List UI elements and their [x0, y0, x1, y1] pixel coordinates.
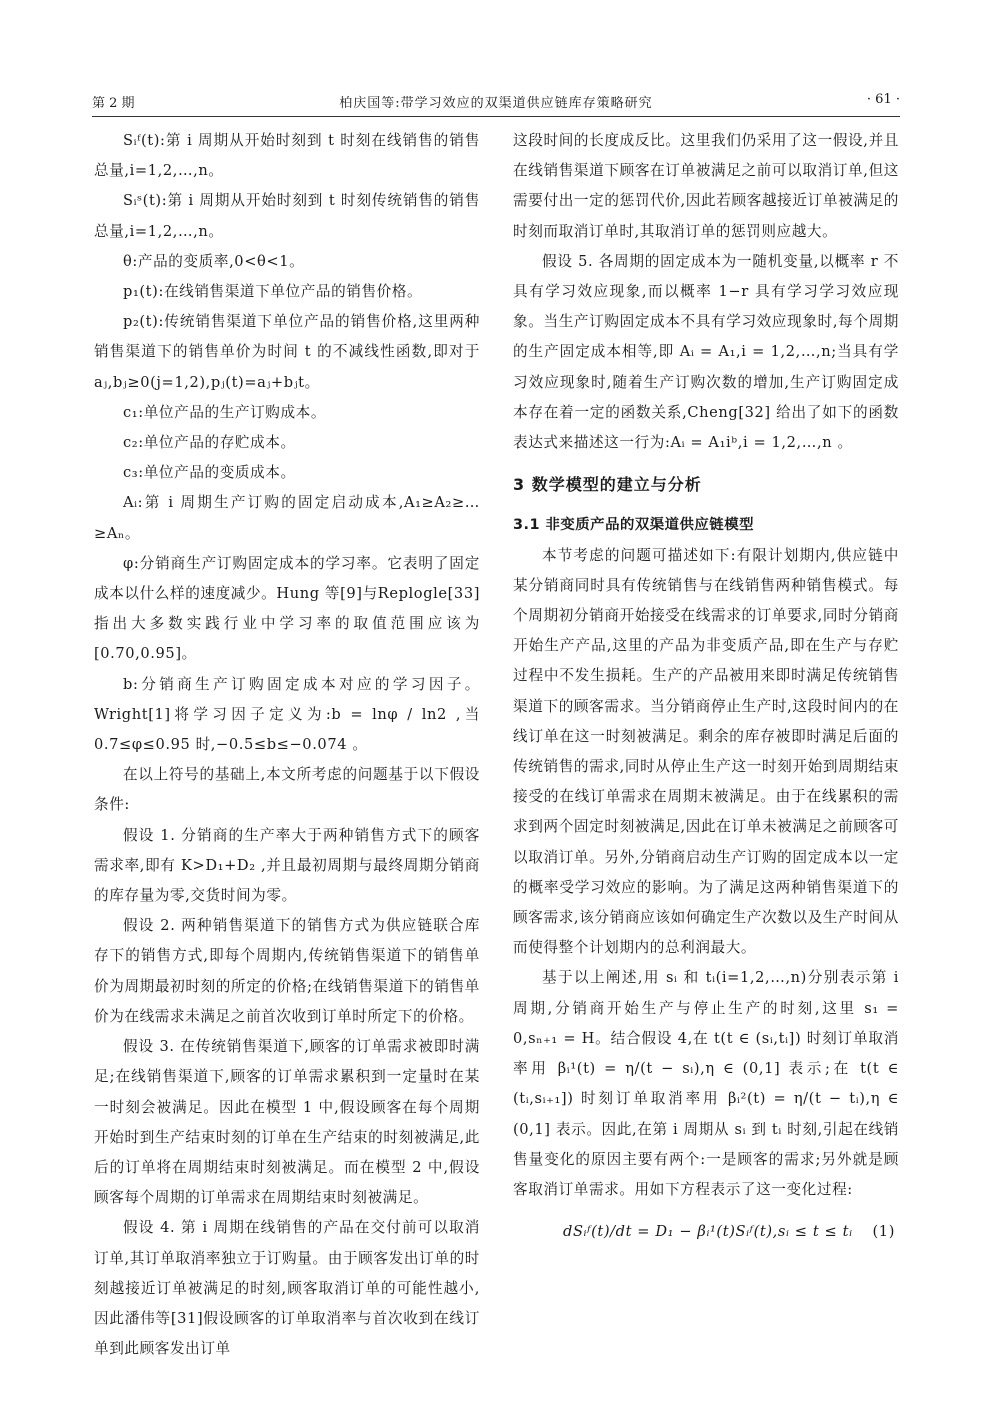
assumptions-intro: 在以上符号的基础上,本文所考虑的问题基于以下假设条件:: [94, 766, 480, 814]
assumption-3: 假设 3. 在传统销售渠道下,顾客的订单需求被即时满足;在线销售渠道下,顾客的订单需求累积到一定量时在某一时刻会被满足。因此在模型 1 中,假设顾客在每个周期开始时到生产结束时刻的订单在生产结束的时刻被满足,此后的订单将在周期结束时刻被满足。而在模型 2 中,假设顾客每个周期的订单需求在周期结束时刻被满足。: [94, 1038, 480, 1207]
definition-holding-cost: c₂:单位产品的存贮成本。: [123, 434, 296, 452]
equation-1: [513, 1211, 899, 1259]
definition-learning-factor: b:分销商生产订购固定成本对应的学习因子。Wright[1]将学习因子定义为:b = lnφ / ln2 ,当 0.7≤φ≤0.95 时,−0.5≤b≤−0.074 。: [94, 675, 480, 754]
definition-deterioration-rate: θ:产品的变质率,0<θ<1。: [123, 252, 305, 270]
section-heading: 3 数学模型的建立与分析: [513, 475, 702, 495]
equation-formula: dSᵢᶠ(t)/dt = D₁ − βᵢ¹(t)Sᵢᶠ(t),sᵢ ≤ t ≤ tᵢ: [563, 1223, 853, 1241]
left-column: [94, 126, 480, 1364]
definition-online-price: p₁(t):在线销售渠道下单位产品的销售价格。: [123, 283, 423, 301]
definition-deterioration-cost: c₃:单位产品的变质成本。: [123, 464, 296, 482]
equation-number: (1): [872, 1223, 895, 1241]
running-header: [92, 92, 900, 114]
assumption-4-continued: 这段时间的长度成反比。这里我们仍采用了这一假设,并且在线销售渠道下顾客在订单被满足之前可以取消订单,但这需要付出一定的惩罚代价,因此若顾客越接近订单被满足的时刻而取消订单时,其取消订单的惩罚则应越大。: [513, 132, 899, 240]
definition-online-sales: Sᵢᶠ(t):第 i 周期从开始时刻到 t 时刻在线销售的销售总量,i=1,2,…,n。: [94, 132, 480, 180]
assumption-2: 假设 2. 两种销售渠道下的销售方式为供应链联合库存下的销售方式,即每个周期内,传统销售渠道下的销售单价为周期最初时刻的所定的价格;在线销售渠道下的销售单价为在线需求未满足之前首次收到订单时所定下的价格。: [94, 917, 480, 1025]
page-number: · 61 ·: [866, 92, 900, 107]
header-rule: [92, 116, 900, 117]
assumption-4: 假设 4. 第 i 周期在线销售的产品在交付前可以取消订单,其订单取消率独立于订购量。由于顾客发出订单的时刻越接近订单被满足的时刻,顾客取消订单的可能性越小,因此潘伟等[31]假设顾客的订单取消率与首次收到在线订单到此顾客发出订单: [94, 1219, 480, 1358]
definition-traditional-sales: Sᵢˢ(t):第 i 周期从开始时刻到 t 时刻传统销售的销售总量,i=1,2,…,n。: [94, 192, 480, 240]
definition-setup-cost: Aᵢ:第 i 周期生产订购的固定启动成本,A₁≥A₂≥…≥Aₙ。: [94, 494, 480, 542]
definition-traditional-price: p₂(t):传统销售渠道下单位产品的销售价格,这里两种销售渠道下的销售单价为时间 t 的不减线性函数,即对于 aⱼ,bⱼ≥0(j=1,2),pⱼ(t)=aⱼ+bⱼt。: [94, 313, 480, 391]
subsection-heading: 3.1 非变质产品的双渠道供应链模型: [513, 517, 754, 534]
running-title: 柏庆国等:带学习效应的双渠道供应链库存策略研究: [339, 96, 653, 111]
definition-order-cost: c₁:单位产品的生产订购成本。: [123, 403, 327, 421]
assumption-5: 假设 5. 各周期的固定成本为一随机变量,以概率 r 不具有学习效应现象,而以概率 1−r 具有学习学习效应现象。当生产订购固定成本不具有学习效应现象时,每个周期的生产固定成本相等,即 Aᵢ = A₁,i = 1,2,…,n;当具有学习效应现象时,随着生产订购次数的增加,生产订购固定成本存在着一定的函数关系,Cheng[32] 给出了如下的函数表达式来描述这一行为:Aᵢ = A₁iᵇ,i = 1,2,…,n 。: [513, 252, 899, 452]
right-column: [513, 126, 899, 1259]
model-formulation: 基于以上阐述,用 sᵢ 和 tᵢ(i=1,2,…,n)分别表示第 i 周期,分销商开始生产与停止生产的时刻,这里 s₁ = 0,sₙ₊₁ = H。结合假设 4,在 t(t ∈ (sᵢ,tᵢ]) 时刻订单取消率用 βᵢ¹(t) = η/(t − sᵢ),η ∈ (0,1] 表示;在 t(t ∈ (tᵢ,sᵢ₊₁]) 时刻订单取消率用 βᵢ²(t) = η/(t − tᵢ),η ∈ (0,1] 表示。因此,在第 i 周期从 sᵢ 到 tᵢ 时刻,引起在线销售量变化的原因主要有两个:一是顾客的需求;另外就是顾客取消订单需求。用如下方程表示了这一变化过程:: [513, 969, 899, 1198]
definition-learning-rate: φ:分销商生产订购固定成本的学习率。它表明了固定成本以什么样的速度减少。Hung 等[9]与Replogle[33]指出大多数实践行业中学习率的取值范围应该为[0.70,0.95]。: [94, 554, 480, 663]
assumption-1: 假设 1. 分销商的生产率大于两种销售方式下的顾客需求率,即有 K>D₁+D₂ ,并且最初周期与最终周期分销商的库存量为零,交货时间为零。: [94, 826, 480, 905]
problem-description: 本节考虑的问题可描述如下:有限计划期内,供应链中某分销商同时具有传统销售与在线销售两种销售模式。每个周期初分销商开始接受在线需求的订单要求,同时分销商开始生产产品,这里的产品为非变质产品,即在生产与存贮过程中不发生损耗。生产的产品被用来即时满足传统销售渠道下的顾客需求。当分销商停止生产时,这段时间内的在线订单在这一时刻被满足。剩余的库存被即时满足后面的传统销售的需求,同时从停止生产这一时刻开始到周期结束接受的在线订单需求在周期末被满足。由于在线累积的需求到两个固定时刻被满足,因此在订单未被满足之前顾客可以取消订单。另外,分销商启动生产订购的固定成本以一定的概率受学习效应的影响。为了满足这两种销售渠道下的顾客需求,该分销商应该如何确定生产次数以及生产时间从而使得整个计划期内的总利润最大。: [513, 546, 899, 957]
issue-number: 第 2 期: [92, 96, 135, 111]
